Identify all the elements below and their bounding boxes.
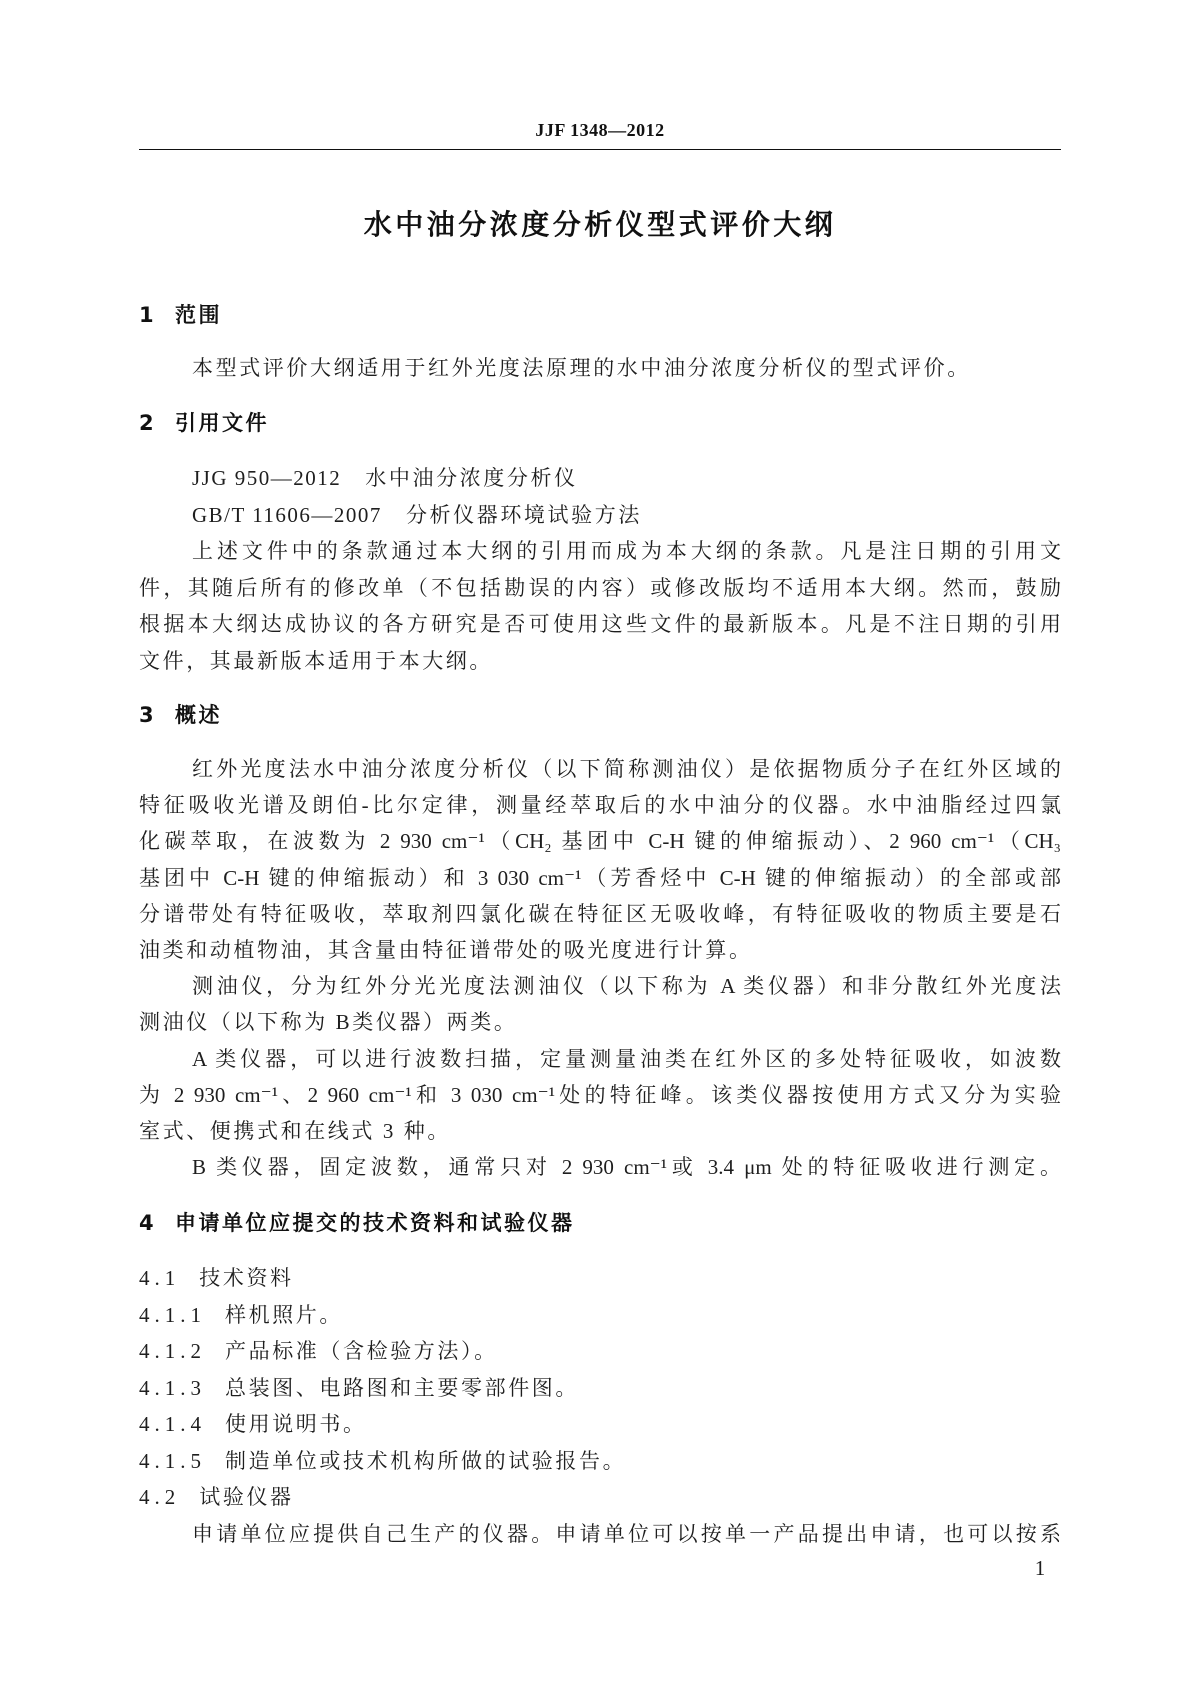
paragraph bbox=[139, 968, 1061, 1040]
clause-number: 4.1.2 bbox=[139, 1339, 206, 1363]
section-title: 申请单位应提交的技术资料和试验仪器 bbox=[175, 1211, 575, 1235]
section-body bbox=[139, 751, 1061, 1185]
paragraph-line: 化碳萃取，在波数为 2 930 cm⁻¹（CH₂ 基团中 C-H 键的伸缩振动）、2 960 cm⁻¹（CH₃ bbox=[139, 829, 1061, 854]
paragraph-line: 油类和动植物油，其含量由特征谱带处的吸光度进行计算。 bbox=[139, 937, 753, 962]
clause-text: 样机照片。 bbox=[225, 1302, 343, 1327]
reference-code: GB/T 11606—2007 bbox=[192, 502, 382, 527]
running-header: JJF 1348—2012 bbox=[535, 120, 665, 140]
reference-name: 水中油分浓度分析仪 bbox=[365, 466, 578, 490]
clause-number: 4.1.4 bbox=[139, 1412, 206, 1436]
clause-number: 4.1 bbox=[139, 1266, 181, 1290]
paragraph-line: A 类仪器，可以进行波数扫描，定量测量油类在红外区的多处特征吸收，如波数 bbox=[192, 1046, 1061, 1071]
paragraph-line: 申请单位应提供自己生产的仪器。申请单位可以按单一产品提出申请，也可以按系 bbox=[192, 1521, 1061, 1546]
clause-text: 技术资料 bbox=[199, 1266, 294, 1290]
paragraph-line: B 类仪器，固定波数，通常只对 2 930 cm⁻¹或 3.4 μm 处的特征吸收进行测定。 bbox=[192, 1155, 1061, 1180]
clause-number: 4.1.5 bbox=[139, 1448, 206, 1473]
clause-item bbox=[139, 1370, 1061, 1407]
page-number: 1 bbox=[1034, 1556, 1046, 1580]
section-title: 范围 bbox=[175, 303, 222, 327]
reference-code: JJG 950—2012 bbox=[192, 466, 342, 490]
section-number: 4 bbox=[139, 1211, 154, 1235]
paragraph-line: 为 2 930 cm⁻¹、2 960 cm⁻¹和 3 030 cm⁻¹处的特征峰。该类仪器按使用方式又分为实验 bbox=[139, 1082, 1061, 1107]
reference-entry bbox=[139, 460, 1061, 497]
references-block bbox=[139, 460, 1061, 679]
reference-name: 分析仪器环境试验方法 bbox=[405, 502, 642, 527]
clause-number: 4.1.1 bbox=[139, 1302, 206, 1327]
paragraph-line: 特征吸收光谱及朗伯-比尔定律，测量经萃取后的水中油分的仪器。水中油脂经过四氯 bbox=[139, 793, 1061, 818]
section-body bbox=[139, 1260, 1061, 1552]
document-title: 水中油分浓度分析仪型式评价大纲 bbox=[363, 208, 837, 241]
clause-text: 产品标准（含检验方法）。 bbox=[225, 1339, 498, 1363]
paragraph-line: 文件，其最新版本适用于本大纲。 bbox=[139, 648, 493, 673]
paragraph-line: 根据本大纲达成协议的各方研究是否可使用这些文件的最新版本。凡是不注日期的引用 bbox=[139, 612, 1061, 636]
clause-item bbox=[139, 1297, 1061, 1334]
paragraph-line: 室式、便携式和在线式 3 种。 bbox=[139, 1118, 451, 1143]
paragraph-line: 本型式评价大纲适用于红外光度法原理的水中油分浓度分析仪的型式评价。 bbox=[192, 356, 971, 380]
reference-entry bbox=[139, 497, 1061, 534]
paragraph-line: 件，其随后所有的修改单（不包括勘误的内容）或修改版均不适用本大纲。然而，鼓励 bbox=[139, 575, 1061, 600]
clause-text: 试验仪器 bbox=[199, 1485, 294, 1509]
clause-number: 4.2 bbox=[139, 1485, 181, 1509]
clause-text: 制造单位或技术机构所做的试验报告。 bbox=[225, 1448, 627, 1473]
section-heading bbox=[139, 297, 1061, 334]
clause-item bbox=[139, 1406, 1061, 1443]
paragraph-line: 红外光度法水中油分浓度分析仪（以下简称测油仪）是依据物质分子在红外区域的 bbox=[192, 757, 1061, 781]
section-heading bbox=[139, 405, 1061, 442]
paragraph-line: 分谱带处有特征吸收，萃取剂四氯化碳在特征区无吸收峰，有特征吸收的物质主要是石 bbox=[139, 901, 1061, 926]
paragraph-line: 测油仪（以下称为 B类仪器）两类。 bbox=[139, 1010, 518, 1035]
clause-item bbox=[139, 1443, 1061, 1480]
section-number: 1 bbox=[139, 303, 154, 327]
header-rule bbox=[139, 149, 1061, 150]
clause-item bbox=[139, 1333, 1061, 1370]
clause-text: 总装图、电路图和主要零部件图。 bbox=[225, 1375, 579, 1400]
clause-item bbox=[139, 1260, 1061, 1297]
paragraph bbox=[139, 1516, 1061, 1553]
section-heading bbox=[139, 1205, 1061, 1242]
clause-number: 4.1.3 bbox=[139, 1375, 206, 1400]
paragraph bbox=[139, 1149, 1061, 1185]
section-title: 引用文件 bbox=[175, 411, 269, 435]
section-number: 3 bbox=[139, 703, 154, 727]
clause-text: 使用说明书。 bbox=[225, 1412, 367, 1436]
paragraph bbox=[139, 533, 1061, 679]
section-title: 概述 bbox=[175, 703, 222, 727]
clause-item bbox=[139, 1479, 1061, 1516]
paragraph bbox=[139, 1041, 1061, 1150]
section-number: 2 bbox=[139, 411, 154, 435]
paragraph-line: 上述文件中的条款通过本大纲的引用而成为本大纲的条款。凡是注日期的引用文 bbox=[192, 539, 1061, 563]
paragraph bbox=[139, 751, 1061, 968]
paragraph bbox=[139, 350, 1061, 387]
paragraph-line: 测油仪，分为红外分光光度法测油仪（以下称为 A 类仪器）和非分散红外光度法 bbox=[192, 974, 1061, 999]
section-heading bbox=[139, 697, 1061, 734]
paragraph-line: 基团中 C-H 键的伸缩振动）和 3 030 cm⁻¹（芳香烃中 C-H 键的伸缩振动）的全部或部 bbox=[139, 865, 1061, 890]
